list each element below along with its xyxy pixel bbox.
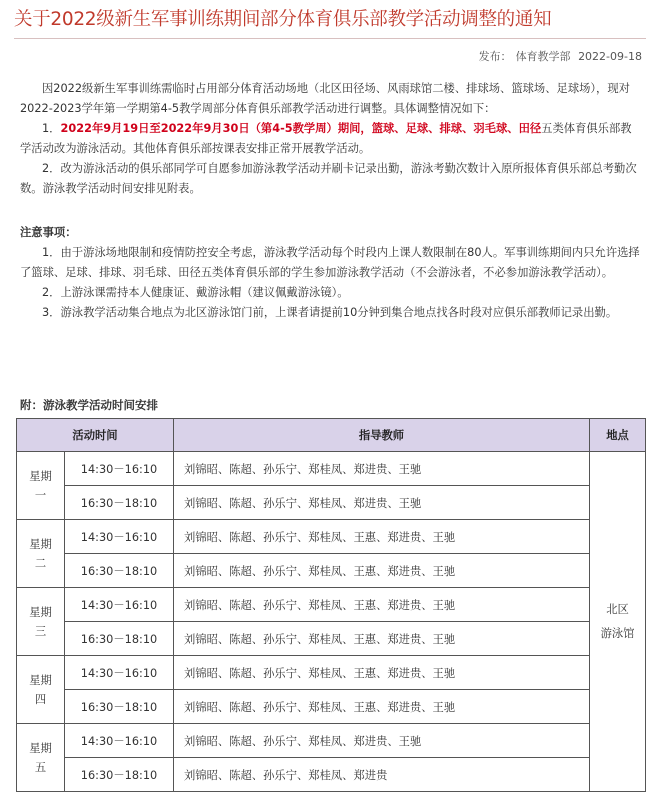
- publish-meta: [0, 39, 660, 65]
- time-cell: 16:30－18:10: [65, 690, 174, 724]
- header-location: 地点: [590, 419, 646, 452]
- teachers-cell: 刘锦昭、陈超、孙乐宁、郑桂凤、王惠、郑进贵、王驰: [174, 656, 590, 690]
- page-title: 关于2022级新生军事训练期间部分体育俱乐部教学活动调整的通知: [14, 9, 552, 30]
- day-cell-thu: 星期 四: [17, 656, 65, 724]
- time-cell: 16:30－18:10: [65, 486, 174, 520]
- teachers-cell: 刘锦昭、陈超、孙乐宁、郑桂凤、郑进贵、王驰: [174, 486, 590, 520]
- article-body: [0, 65, 660, 323]
- table-row: [17, 520, 646, 554]
- table-row: [17, 724, 646, 758]
- publish-date: 2022-09-18: [578, 50, 642, 63]
- time-cell: 16:30－18:10: [65, 554, 174, 588]
- item-2: 2．改为游泳活动的俱乐部同学可自愿参加游泳教学活动并刷卡记录出勤，游泳考勤次数计入原所报体育俱乐部总考勤次数。游泳教学活动时间安排见附表。: [20, 162, 637, 195]
- table-row: [17, 588, 646, 622]
- time-cell: 16:30－18:10: [65, 758, 174, 792]
- teachers-cell: 刘锦昭、陈超、孙乐宁、郑桂凤、王惠、郑进贵、王驰: [174, 588, 590, 622]
- teachers-cell: 刘锦昭、陈超、孙乐宁、郑桂凤、郑进贵: [174, 758, 590, 792]
- teachers-cell: 刘锦昭、陈超、孙乐宁、郑桂凤、王惠、郑进贵、王驰: [174, 520, 590, 554]
- item-1: [20, 119, 640, 159]
- header: [0, 0, 660, 34]
- time-cell: 14:30－16:10: [65, 520, 174, 554]
- time-cell: 14:30－16:10: [65, 724, 174, 758]
- day-cell-mon: 星期 一: [17, 452, 65, 520]
- table-row: [17, 690, 646, 724]
- item-1-num: 1．: [42, 122, 61, 135]
- schedule-table: [16, 418, 646, 792]
- attachment-title: 附：游泳教学活动时间安排: [20, 398, 158, 412]
- publisher-label: 发布：: [478, 50, 512, 63]
- note-3: 3．游泳教学活动集合地点为北区游泳馆门前，上课者请提前10分钟到集合地点找各时段对应俱乐部教师记录出勤。: [42, 306, 618, 319]
- note-1: 1．由于游泳场地限制和疫情防控安全考虑，游泳教学活动每个时段内上课人数限制在80人。军事训练期间内只允许选择了篮球、足球、排球、羽毛球、田径五类体育俱乐部的学生参加游泳教学活动（不会游泳者，不必参加游泳教学活动）。: [20, 246, 640, 279]
- teachers-cell: 刘锦昭、陈超、孙乐宁、郑桂凤、郑进贵、王驰: [174, 724, 590, 758]
- attachment-heading-wrap: [0, 396, 158, 418]
- time-cell: 14:30－16:10: [65, 588, 174, 622]
- note-2: 2．上游泳课需持本人健康证、戴游泳帽（建议佩戴游泳镜）。: [42, 286, 349, 299]
- header-teachers: 指导教师: [174, 419, 590, 452]
- teachers-cell: 刘锦昭、陈超、孙乐宁、郑桂凤、郑进贵、王驰: [174, 452, 590, 486]
- item-1-rest: 五类体育俱乐部教学活动改为游泳活动。其他体育俱乐部按课表安排正常开展教学活动。: [20, 122, 632, 155]
- time-cell: 14:30－16:10: [65, 452, 174, 486]
- table-row: [17, 622, 646, 656]
- teachers-cell: 刘锦昭、陈超、孙乐宁、郑桂凤、王惠、郑进贵、王驰: [174, 622, 590, 656]
- table-row: [17, 656, 646, 690]
- teachers-cell: 刘锦昭、陈超、孙乐宁、郑桂凤、王惠、郑进贵、王驰: [174, 690, 590, 724]
- time-cell: 14:30－16:10: [65, 656, 174, 690]
- table-row: [17, 554, 646, 588]
- time-cell: 16:30－18:10: [65, 622, 174, 656]
- day-cell-fri: 星期 五: [17, 724, 65, 792]
- teachers-cell: 刘锦昭、陈超、孙乐宁、郑桂凤、王惠、郑进贵、王驰: [174, 554, 590, 588]
- table-row: [17, 452, 646, 486]
- header-time: 活动时间: [17, 419, 174, 452]
- item-1-highlight: 2022年9月19日至2022年9月30日（第4-5教学周）期间，篮球、足球、排球、羽毛球、田径: [60, 122, 542, 135]
- table-header-row: [17, 419, 646, 452]
- day-cell-wed: 星期 三: [17, 588, 65, 656]
- notes-title: 注意事项：: [20, 226, 77, 239]
- table-row: [17, 486, 646, 520]
- location-cell: 北区 游泳馆: [590, 452, 646, 792]
- intro-paragraph: 因2022级新生军事训练需临时占用部分体育活动场地（北区田径场、风雨球馆二楼、排球场、篮球场、足球场），现对2022-2023学年第一学期第4-5教学周部分体育俱乐部教学活动进行调整。具体调整情况如下：: [20, 82, 630, 115]
- day-cell-tue: 星期 二: [17, 520, 65, 588]
- table-row: [17, 758, 646, 792]
- publisher: 体育教学部: [515, 50, 571, 63]
